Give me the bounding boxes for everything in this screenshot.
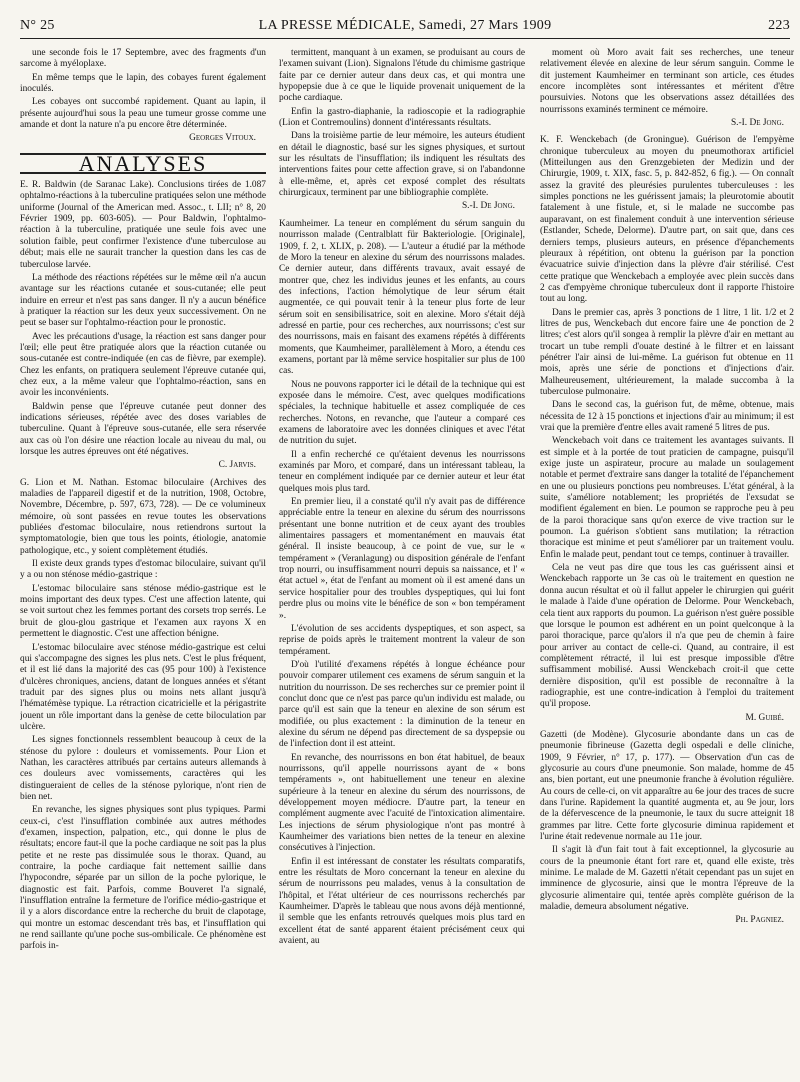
paragraph: Enfin la gastro-diaphanie, la radioscopie et la radiographie (Lion et Contremoulins) donnent d'intéressants résultats. [279, 106, 525, 129]
paragraph: L'estomac biloculaire sans sténose médio-gastrique est le moins important des deux types. C'est une affection latente, qui se voit surtout chez les femmes portant des corsets trop serrés. Le bruit de glou-glou gastrique et l'examen aux rayons X en permettent le diagnostic. C'est une affection bénigne. [20, 583, 266, 640]
article-end-text [20, 48, 266, 131]
column-3 [540, 48, 794, 1068]
entry-body [540, 845, 794, 913]
paragraph: La méthode des réactions répétées sur le même œil n'a aucun avantage sur les réactions cutanée et sous-cutanée; elle peut induire en erreur et n'est pas sans danger. Il n'y a aucun bénéfice à pratiquer la réaction sur les deux yeux successivement. On ne peut se baser sur l'ophtalmo-réaction pour le pronostic. [20, 272, 266, 329]
paragraph: Il a enfin recherché ce qu'étaient devenus les nourrissons examinés par Moro, et comparé, dans un intéressant tableau, la teneur en complément indiquée par ce dernier auteur et leur état quelques mois plus tard. [279, 449, 525, 494]
paragraph: En même temps que le lapin, des cobayes furent également inoculés. [20, 72, 266, 95]
paragraph: L'évolution de ses accidents dyspeptiques, et son aspect, sa reprise de poids après le traitement montrent la valeur de son tempérament. [279, 623, 525, 657]
entry-body [20, 559, 266, 953]
paragraph: Avec les précautions d'usage, la réaction est sans danger pour l'œil; elle peut être pratiquée alors que la réaction cutanée ou sous-cutanée est contre-indiquée (en cas de fièvre, par exemple). Chez les enfants, on pratiquera seulement l'épreuve cutanée qui, chez eux, a la même valeur que l'ophtalmo-réaction, sans en avoir les inconvénients. [20, 331, 266, 399]
paragraph: Dans le second cas, la guérison fut, de même, obtenue, mais nécessita de 12 à 15 ponctions et injections d'air au minimum; il est vrai que la première d'entre elles avait ramené 5 litres de pus. [540, 400, 794, 433]
paragraph: Il existe deux grands types d'estomac biloculaire, suivant qu'il y a ou non sténose médio-gastrique : [20, 559, 266, 581]
entry-heading: Kaumheimer. La teneur en complément du sérum sanguin du nourrisson malade (Centralblatt für Bakteriologie. [Originale], 1909, f. 2, t. XLIX, p. 208). — L'auteur a étudié par la méthode de Moro la teneur en alexine du sérum des nourrissons malades. Ce dernier auteur, dans différents travaux, avait essayé de montrer que, chez les individus jeunes et les enfants, au cours des infections, l'action hémolytique de leur sérum était augmentée, ce qui pouvait tenir à la teneur plus forte de leur sérum soit en sensibilisatrice, soit en alexine. Moro s'était déjà adressé en partie, pour ces recherches, aux nourrissons; c'est sur des nourrissons, mais en faisant des examens répétés à différents moments, que Kaumheimer, parallèlement à Moro, a étendu ces examens, portant par là même service hospitalier sur plus de 100 cas. [279, 218, 525, 377]
signature: Georges Vitoux. [189, 133, 256, 144]
entry-body [20, 273, 266, 459]
page-number: 223 [768, 18, 790, 33]
entry-body [279, 380, 525, 948]
entry-body [540, 308, 794, 711]
paragraph: En revanche, les signes physiques sont plus typiques. Parmi ceux-ci, c'est l'insufflation combinée aux autres méthodes d'examen, inspection, palpation, etc., qui donne le plus de résultats; encore faut-il que la poche cardiaque ne soit pas la plus petite et ne reste pas dissimulée sous le thorax. Quand, au contraire, la poche cardiaque fait nettement saillie dans l'hypocondre, séparée par un sillon de la poche pylorique, le diagnostic est fait. Parfois, comme Bouveret l'a signalé, l'insufflation entraîne la fermeture de l'orifice médio-gastrique et il y a alors discordance entre la recherche du bruit de clapotage, qui montre un estomac descendant très bas, et l'insufflation qui ne rend saillante qu'une poche sus-ombilicale. Ce phénomène est parfois in- [20, 805, 266, 952]
entry-heading: Gazetti (de Modène). Glycosurie abondante dans un cas de pneumonie fibrineuse (Gazetta degli ospedali e delle cliniche, 1909, 9 Février, n° 17, p. 177). — Observation d'un cas de glycosurie au cours d'une pneumonie. Son malade, homme de 45 ans, bien portant, eut une pneumonie franche à évolution régulière. Au cours de celle-ci, on vit apparaître au 6e jour des traces de sucre dans l'urine. Rapidement la quantité augmenta et, au 9e jour, lors de la défervescence de la pneumonie, le taux du sucre atteignit 18 grammes par litre. Cette forte glycosurie diminua rapidement et l'urine était redevenue normale au 11e jour. [540, 729, 794, 843]
paragraph: L'estomac biloculaire avec sténose médio-gastrique est celui qui s'accompagne des signes les plus nets. C'est le plus fréquent, et il est lié dans la majorité des cas (95 pour 100) à l'existence d'ulcères chroniques, anciens, datant de longues années et s'étant traduit par des signes plus ou moins nets allant jusqu'à l'hématémèse typique. La rétraction cicatricielle et la périgastrite jouent un rôle important dans la genèse de cette biloculation par ulcère. [20, 642, 266, 732]
paragraph: Nous ne pouvons rapporter ici le détail de la technique qui est exposée dans le mémoire. C'est, avec quelques modifications spéciales, la technique habituelle et assez compliquée de ces recherches. Notons, en revanche, que l'auteur a comparé ces examens de laboratoire avec les données cliniques et avec l'état de nutrition du sujet. [279, 379, 525, 447]
entry-body [279, 48, 525, 199]
paragraph: Il s'agit là d'un fait tout à fait exceptionnel, la glycosurie au cours de la pneumonie étant fort rare et, quand elle existe, très minime. Le malade de M. Gazetti n'était cependant pas un sujet en imminence de glycosurie, ainsi que le montra l'épreuve de la glycosurie alimentaire qui, tentée après complète guérison de la maladie, demeura absolument négative. [540, 845, 794, 913]
paragraph: En premier lieu, il a constaté qu'il n'y avait pas de différence appréciable entre la teneur en alexine du sérum des nourrissons présentant une bonne nutrition et de ceux ayant des troubles alimentaires passagers et momentanément en mauvais état général. Il insiste beaucoup, à ce point de vue, sur le « tempérament » (Veranlagung) ou disposition générale de l'enfant trop nourri, ou insuffisamment nourri depuis sa naissance, et l' « état actuel », état de l'enfant au moment où il est amené dans un service hospitalier pour des troubles dyspeptiques, qui lui font perdre plus ou moins vite le bénéfice de son « bon tempérament ». [279, 497, 525, 621]
paragraph: Enfin il est intéressant de constater les résultats comparatifs, entre les résultats de Moro concernant la teneur en alexine du sérum de nourrissons peu malades, venus à la consultation de l'hôpital, et l'état ultérieur de ces nourrissons recherchés par Kaumheimer. D'après le tableau que nous avons déjà mentionné, il semble que les enfants retrouvés quelques mois plus tard en excellent état de santé apparent étaient précisément ceux qui avaient, au [279, 856, 525, 947]
paragraph: En revanche, des nourrissons en bon état habituel, de beaux nourrissons, qu'il appelle nourrissons ayant de « bons tempéraments », ont habituellement une teneur en alexine supérieure à la teneur en alexine du sérum des nourrissons, de développement moyen médiocre. D'autre part, la teneur en complément augmente avec l'acuité de l'intoxication alimentaire. Les injections de sérum physiologique n'ont pas montré à Kaumheimer des variations bien nettes de la teneur en alexine consécutives à l'injection. [279, 752, 525, 854]
entry-heading: G. Lion et M. Nathan. Estomac biloculaire (Archives des maladies de l'appareil digestif et de la nutrition, 1908, Octobre, Novembre, Décembre, p. 597, 673, 728). — De ce volumineux mémoire, où sont passées en revue toutes les observations publiées d'estomac biloculaire, nous retiendrons surtout la symptomatologie, bien que tous les points, étiologie, anatomie pathologique, etc., y soient complètement étudiés. [20, 477, 266, 556]
paragraph: Dans la troisième partie de leur mémoire, les auteurs étudient en détail le diagnostic, basé sur les signes physiques, et surtout sur les résultats de l'insufflation; ils indiquent les résultats des interventions faites pour cette affection grave, si on l'abandonne à elle-même, et, après cet exposé complet des résultats chirurgicaux, terminent par une bibliographie complète. [279, 131, 525, 199]
journal-title: LA PRESSE MÉDICALE, Samedi, 27 Mars 1909 [258, 18, 552, 33]
paragraph: Les cobayes ont succombé rapidement. Quant au lapin, il présente aujourd'hui sous la peau une tumeur grosse comme une amande et dont la nature n'a pu encore être déterminée. [20, 97, 266, 131]
paragraph: Baldwin pense que l'épreuve cutanée peut donner des indications sérieuses, répétée avec des doses variables de tuberculine. Quant à l'épreuve sous-cutanée, elle sera réservée aux cas où l'on désire une réaction locale au niveau du mal, ou lorsque les autres épreuves ont été négatives. [20, 401, 266, 457]
paragraph: Cela ne veut pas dire que tous les cas guérissent ainsi et Wenckebach rapporte un 3e cas où le traitement en question ne donna aucun résultat et où il fallut appeler le chirurgien qui guérit le malade à l'aide d'une opération de Delorme. Pour Wenckebach, cela tient aux rapports du poumon. La guérison n'est guère possible que lorsque le poumon est adhérent en un point quelconque à la paroi thoracique, parce qu'alors il n'a que peu de chemin à faire pour arriver au contact de celle-ci. Quand, au contraire, il est complètement rétracté, il lui est presque impossible d'être suffisamment mobilisé. Aussi Wenckebach croit-il que cette dernière disposition, qu'il est possible de reconnaître à la radiographie, est une contre-indication à l'emploi du traitement qu'il propose. [540, 563, 794, 710]
paragraph: D'où l'utilité d'examens répétés à longue échéance pour pouvoir comparer utilement ces examens de sérum sanguin et la nutrition du nourrisson. De ses recherches sur ce premier point il conclut donc que ce n'est pas parce qu'un individu est malade, ou parce qu'il est sain que la teneur en alexine de son sérum est modifiée, ou plus exactement : la diminution de la teneur en alexine du sérum ne dépend pas directement de sa dyspepsie ou de l'infection dont il est atteint. [279, 659, 525, 750]
paragraph: moment où Moro avait fait ses recherches, une teneur relativement élevée en alexine de leur sérum sanguin. Comme le dit justement Kaumheimer en terminant son article, ces études encore incomplètes sont intéressantes et méritent d'être poursuivies. Notons que les observations assez détaillées des nourrissons examinés terminent ce mémoire. [540, 48, 794, 115]
section-title: ANALYSES [20, 153, 266, 174]
entry-body [540, 48, 794, 116]
paragraph: Wenckebach voit dans ce traitement les avantages suivants. Il est simple et à la portée de tout praticien de campagne, puisqu'il exige juste un aspirateur, procure au malade un soulagement notable et permet d'extraire sans danger la totalité de l'épanchement en une ou plusieurs ponctions peu nombreuses. L'état général, à la suite, s'améliore notablement; les propriétés de l'exsudat se modifient également en bien. Le poumon se rapproche peu à peu de la paroi thoracique sans qu'on exerce de vive traction sur le poumon. La guérison s'obtient sans mutilation; la rétraction thoracique est minime et peut s'améliorer par un traitement voulu. Enfin le malade peut, pendant tout ce temps, continuer à travailler. [540, 436, 794, 560]
column-1 [20, 48, 266, 1068]
paragraph: termittent, manquant à un examen, se produisant au cours de l'examen suivant (Lion). Signalons l'étude du chimisme gastrique faite par ce dernier auteur dans deux cas, et qui montra une hypopepsie due à ce que le liquide provenait uniquement de la poche cardiaque. [279, 48, 525, 104]
column-2 [279, 48, 525, 1068]
page-header [20, 16, 790, 39]
paragraph: une seconde fois le 17 Septembre, avec des fragments d'un sarcome à myéloplaxe. [20, 48, 266, 70]
paragraph: Les signes fonctionnels ressemblent beaucoup à ceux de la sténose du pylore : douleurs et vomissements. Pour Lion et Nathan, les caractères attribués par certains auteurs allemands à ces douleurs avec vomissements, caractères qui les distingueraient de celles de la sténose pylorique, n'ont rien de bien net. [20, 735, 266, 802]
signature: M. Guibé. [745, 712, 784, 723]
signature: C. Jarvis. [218, 460, 256, 471]
signature: S.-I. De Jong. [461, 201, 515, 212]
signature: S.-I. De Jong. [730, 118, 784, 129]
signature: Ph. Pagniez. [735, 915, 784, 926]
issue-number: N° 25 [20, 18, 55, 33]
entry-heading: K. F. Wenckebach (de Groningue). Guérison de l'empyème chronique tuberculeux au moyen du pneumothorax artificiel (Mitteilungen aus den Grenzgebieten der Medizin und der Chirurgie, 1909, t. XIX, fasc. 5, p. 842-852, 6 fig.). — On connaît assez la gravité des pleurésies purulentes tuberculeuses : les simples ponctions ne les guérissent jamais; la pleurotomie aboutit fatalement à une fistule, et, si le malade ne succombe pas auparavant, on est finalement conduit à une intervention sérieuse (Estlander, Schede, Delorme). D'autre part, on sait que, dans ces derniers temps, plusieurs auteurs, en présence d'épanchements pleuraux à répétition, ont obtenu la guérison par la ponction évacuatrice suivie d'injection dans la plèvre d'air stérilisé. C'est cette pratique que Wenckebach a employée avec plein succès dans 2 cas d'empyème chronique tuberculeux dont il rapporte l'histoire tout au long. [540, 135, 794, 305]
entry-heading: E. R. Baldwin (de Saranac Lake). Conclusions tirées de 1.087 ophtalmo-réactions à la tuberculine pratiquées selon une méthode uniforme (Journal of the American med. Assoc., t. LII; n° 8, 20 Février 1909, pp. 603-605). — Pour Baldwin, l'ophtalmo-réaction à la tuberculine, pratiquée une seule fois avec une solution faible, peut confirmer l'existence d'une tuberculose au début; mais elle ne saurait trancher la question dans les cas de tuberculose larvée. [20, 180, 266, 270]
paragraph: Dans le premier cas, après 3 ponctions de 1 litre, 1 lit. 1/2 et 2 litres de pus, Wenckebach dut encore faire une 4e ponction de 2 litres; c'est alors qu'il songea à remplir la plèvre d'air en mettant au trocart un tube rempli d'ouate destiné à le filtrer et en laissant pénétrer l'air ainsi de lui-même. La guérison fut obtenue en 11 mois, après une série de ponctions et d'injections d'air. Malheureusement, ultérieurement, la malade succomba à la tuberculose pulmonaire. [540, 307, 794, 397]
